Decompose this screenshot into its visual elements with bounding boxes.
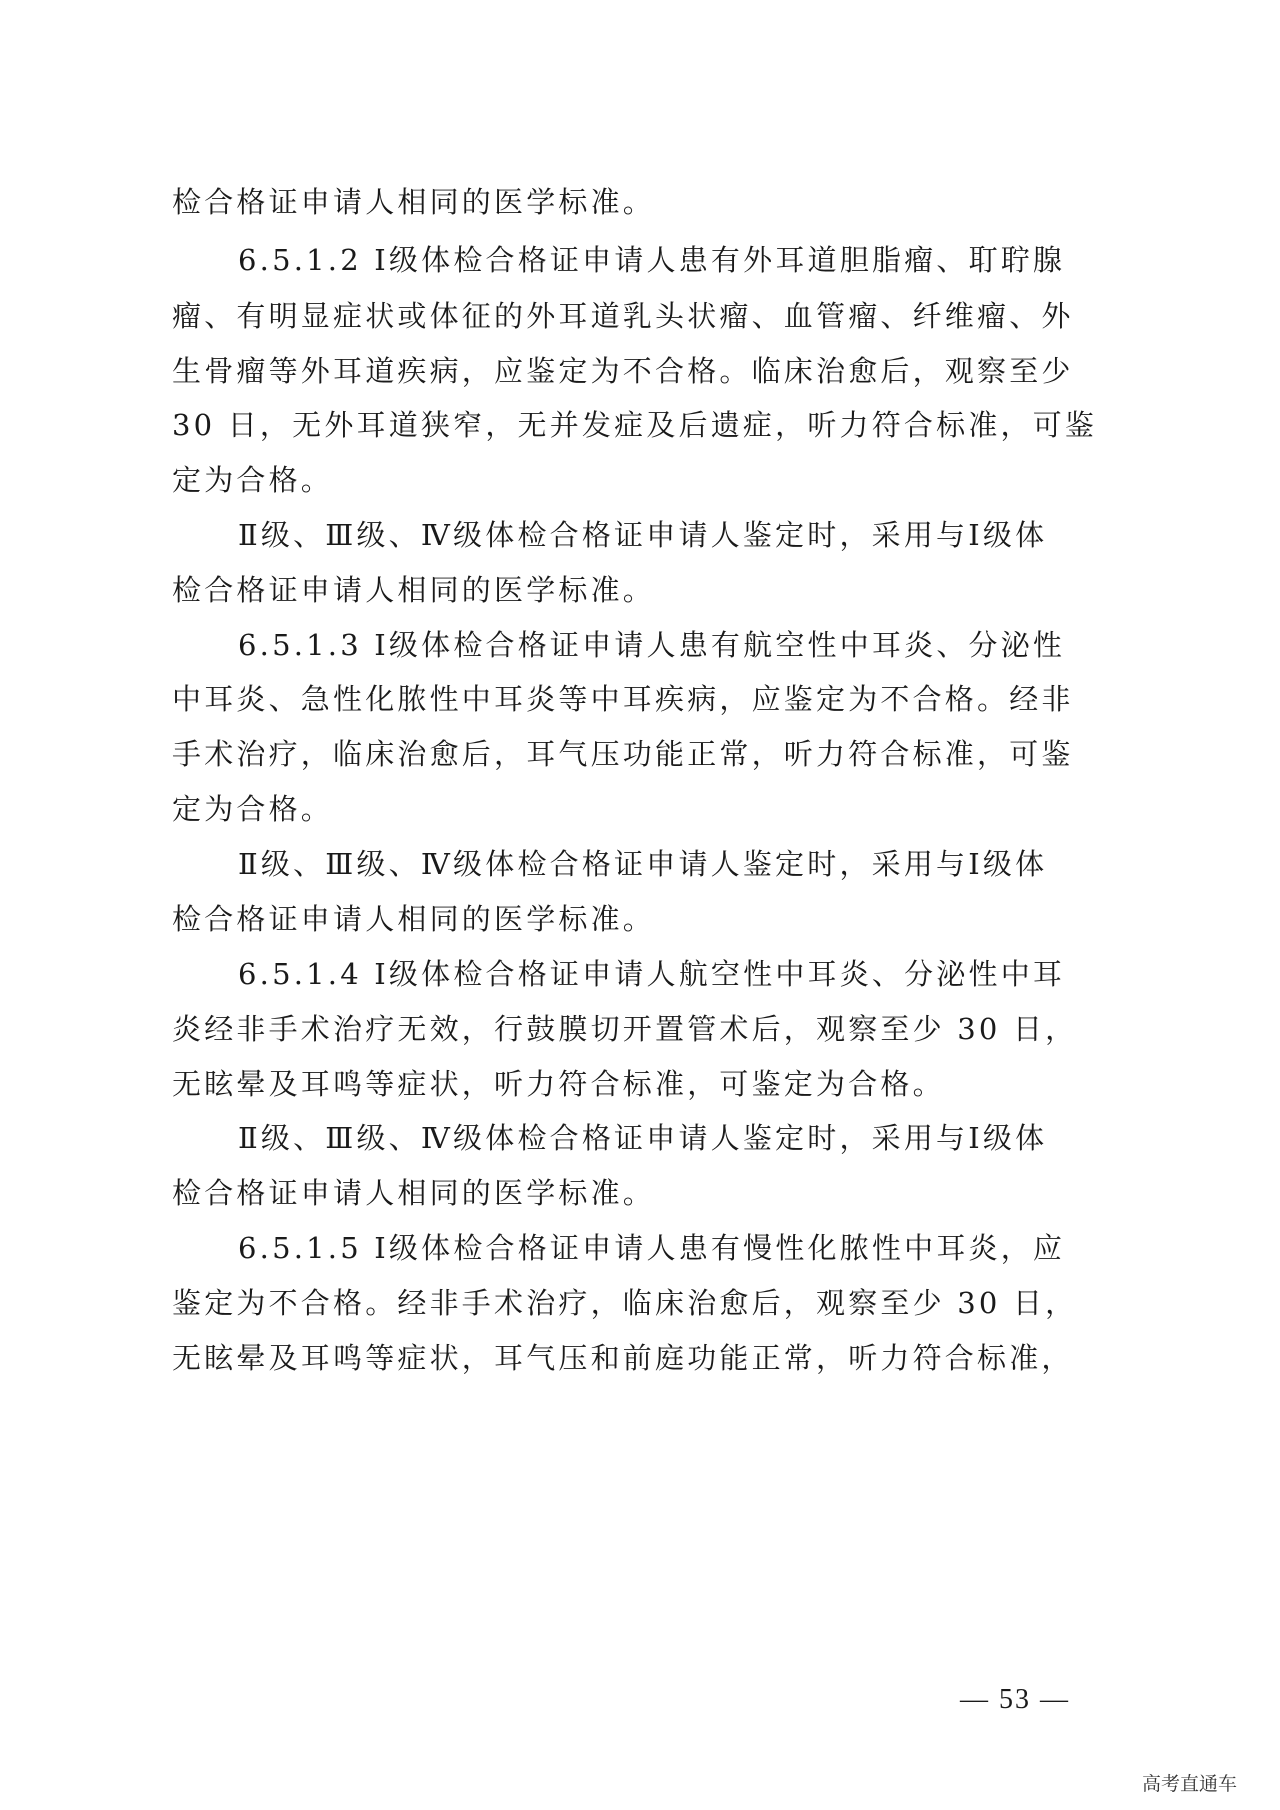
text-line: 定为合格。 xyxy=(172,792,334,826)
text-line: 瘤、有明显症状或体征的外耳道乳头状瘤、血管瘤、纤维瘤、外 xyxy=(172,299,1074,333)
text-line: 无眩晕及耳鸣等症状，耳气压和前庭功能正常，听力符合标准， xyxy=(172,1341,1074,1375)
text-line: 检合格证申请人相同的医学标准。 xyxy=(172,185,656,219)
text-line: 6.5.1.3 Ⅰ级体检合格证申请人患有航空性中耳炎、分泌性 xyxy=(238,628,1066,662)
text-line: Ⅱ级、Ⅲ级、Ⅳ级体检合格证申请人鉴定时，采用与Ⅰ级体 xyxy=(238,1121,1048,1155)
text-line: 无眩晕及耳鸣等症状，听力符合标准，可鉴定为合格。 xyxy=(172,1067,945,1101)
text-line: 炎经非手术治疗无效，行鼓膜切开置管术后，观察至少 30 日， xyxy=(172,1012,1078,1046)
page-number: — 53 — xyxy=(960,1684,1070,1715)
text-line: 6.5.1.2 Ⅰ级体检合格证申请人患有外耳道胆脂瘤、耵聍腺 xyxy=(238,243,1066,277)
text-line: 生骨瘤等外耳道疾病，应鉴定为不合格。临床治愈后，观察至少 xyxy=(172,354,1074,388)
text-line: 手术治疗，临床治愈后，耳气压功能正常，听力符合标准，可鉴 xyxy=(172,737,1074,771)
watermark-text: 高考直通车 xyxy=(1142,1773,1238,1795)
text-line: Ⅱ级、Ⅲ级、Ⅳ级体检合格证申请人鉴定时，采用与Ⅰ级体 xyxy=(238,518,1048,552)
text-line: Ⅱ级、Ⅲ级、Ⅳ级体检合格证申请人鉴定时，采用与Ⅰ级体 xyxy=(238,847,1048,881)
text-line: 检合格证申请人相同的医学标准。 xyxy=(172,902,656,936)
text-line: 鉴定为不合格。经非手术治疗，临床治愈后，观察至少 30 日， xyxy=(172,1286,1078,1320)
text-line: 6.5.1.4 Ⅰ级体检合格证申请人航空性中耳炎、分泌性中耳 xyxy=(238,957,1066,991)
text-line: 定为合格。 xyxy=(172,463,334,497)
text-line: 检合格证申请人相同的医学标准。 xyxy=(172,573,656,607)
text-line: 中耳炎、急性化脓性中耳炎等中耳疾病，应鉴定为不合格。经非 xyxy=(172,682,1074,716)
text-line: 6.5.1.5 Ⅰ级体检合格证申请人患有慢性化脓性中耳炎，应 xyxy=(238,1231,1066,1265)
text-line: 检合格证申请人相同的医学标准。 xyxy=(172,1176,656,1210)
text-line: 30 日，无外耳道狭窄，无并发症及后遗症，听力符合标准，可鉴 xyxy=(172,408,1098,442)
